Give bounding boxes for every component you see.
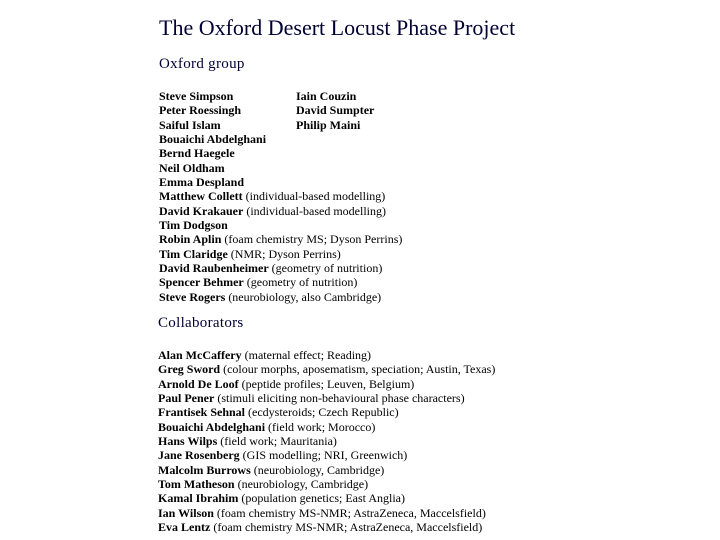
person-note: (peptide profiles; Leuven, Belgium) <box>241 376 415 391</box>
list-item <box>158 420 495 434</box>
person-note: (geometry of nutrition) <box>271 261 383 276</box>
list-item <box>158 362 495 376</box>
person-note: (colour morphs, aposematism, speciation; Austin, Texas) <box>223 362 496 377</box>
person-name: Alan McCaffery <box>158 348 242 362</box>
list-item <box>159 218 402 232</box>
list-item <box>159 175 402 189</box>
person-name: Jane Rosenberg <box>158 448 240 463</box>
list-item <box>296 118 374 132</box>
list-item <box>159 261 402 275</box>
person-name: Saiful Islam <box>159 117 221 132</box>
person-note: (neurobiology, Cambridge) <box>237 477 369 492</box>
person-note: (individual-based modelling) <box>246 203 386 218</box>
list-item <box>159 204 402 218</box>
person-name: Spencer Behmer <box>159 275 244 290</box>
list-item <box>158 448 495 462</box>
list-item <box>159 247 402 261</box>
person-note: (geometry of nutrition) <box>246 275 358 290</box>
person-note: (ecdysteroids; Czech Republic) <box>248 405 399 420</box>
person-name: Arnold De Loof <box>158 376 239 391</box>
list-item <box>158 520 495 534</box>
collaborators-heading: Collaborators <box>158 315 244 331</box>
person-name: Bouaichi Abdelghani <box>158 419 266 434</box>
person-note: (maternal effect; Reading) <box>244 348 372 362</box>
person-note: (foam chemistry MS-NMR; AstraZeneca, Maccelsfield) <box>216 505 486 520</box>
person-name: Iain Couzin <box>296 89 357 103</box>
list-item <box>159 146 402 160</box>
list-item <box>159 189 402 203</box>
person-name: Eva Lentz <box>158 520 211 535</box>
list-item <box>158 463 495 477</box>
person-name: Bouaichi Abdelghani <box>159 132 267 147</box>
person-name: Hans Wilps <box>158 434 218 449</box>
person-note: (neurobiology, Cambridge) <box>253 462 385 477</box>
list-item <box>158 434 495 448</box>
oxford-members-list-2 <box>296 89 374 132</box>
person-name: Matthew Collett <box>159 189 243 204</box>
person-note: (stimuli eliciting non-behavioural phase characters) <box>217 391 465 406</box>
person-note: (field work; Mauritania) <box>220 434 337 449</box>
person-name: Peter Roessingh <box>159 103 242 118</box>
person-name: Tim Dodgson <box>159 218 228 233</box>
person-name: Ian Wilson <box>158 505 214 520</box>
person-name: Greg Sword <box>158 362 221 377</box>
person-note: (GIS modelling; NRI, Greenwich) <box>242 448 408 463</box>
person-name: David Krakauer <box>159 203 244 218</box>
person-note: (foam chemistry MS; Dyson Perrins) <box>224 232 403 247</box>
person-note: (neurobiology, also Cambridge) <box>228 289 382 304</box>
list-item <box>159 232 402 246</box>
person-note: (population genetics; East Anglia) <box>241 491 405 506</box>
person-name: Tom Matheson <box>158 477 235 492</box>
person-name: Kamal Ibrahim <box>158 491 239 506</box>
person-name: Neil Oldham <box>159 160 225 175</box>
person-note: (foam chemistry MS-NMR; AstraZeneca, Maccelsfield) <box>213 520 483 535</box>
slide-title: The Oxford Desert Locust Phase Project <box>159 15 516 40</box>
person-name: Emma Despland <box>159 175 245 190</box>
list-item <box>296 89 374 103</box>
person-note: (individual-based modelling) <box>245 189 386 204</box>
person-name: Tim Claridge <box>159 246 228 261</box>
person-name: Paul Pener <box>158 391 215 406</box>
oxford-group-heading: Oxford group <box>159 56 245 72</box>
list-item <box>296 103 374 117</box>
person-note: (field work; Morocco) <box>268 419 376 434</box>
person-note: (NMR; Dyson Perrins) <box>230 246 341 261</box>
list-item <box>159 275 402 289</box>
person-name: Robin Aplin <box>159 232 222 247</box>
list-item <box>159 290 402 304</box>
list-item <box>159 161 402 175</box>
list-item <box>158 491 495 505</box>
list-item <box>159 132 402 146</box>
person-name: Steve Simpson <box>159 89 234 103</box>
list-item <box>158 506 495 520</box>
list-item <box>158 391 495 405</box>
person-name: David Sumpter <box>296 103 375 118</box>
list-item <box>158 477 495 491</box>
person-name: David Raubenheimer <box>159 261 269 276</box>
person-name: Frantisek Sehnal <box>158 405 246 420</box>
collaborators-list <box>158 348 495 534</box>
person-name: Malcolm Burrows <box>158 462 251 477</box>
list-item <box>158 377 495 391</box>
list-item <box>158 348 495 362</box>
person-name: Bernd Haegele <box>159 146 235 161</box>
list-item <box>158 405 495 419</box>
person-name: Philip Maini <box>296 117 361 132</box>
person-name: Steve Rogers <box>159 289 226 304</box>
